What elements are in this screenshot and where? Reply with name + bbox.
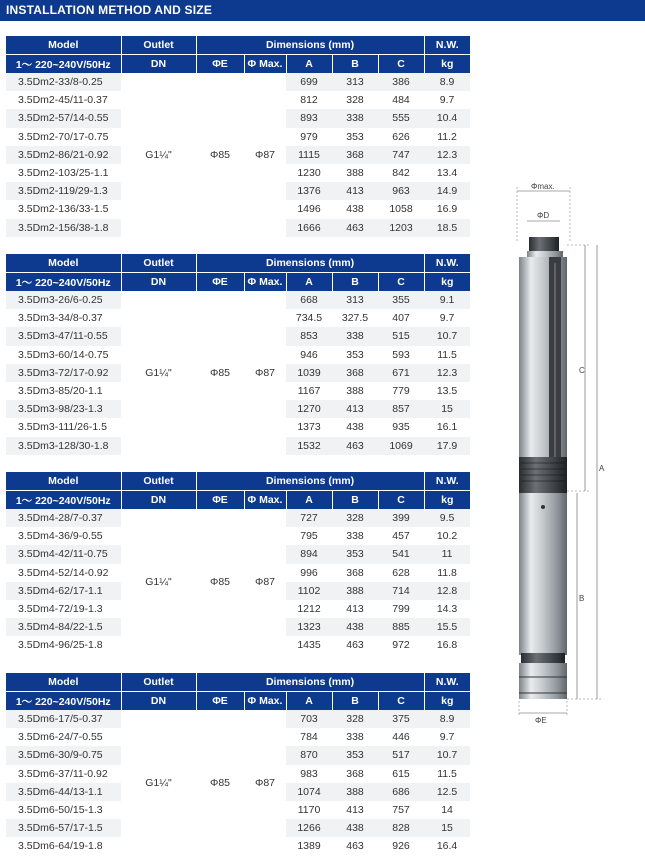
cell-a: 1170: [297, 804, 321, 817]
cell-c: 628: [392, 566, 410, 579]
header-a: A: [286, 692, 332, 711]
cell-c: 671: [378, 364, 424, 382]
cell-kg: 11.5: [437, 348, 457, 361]
header-outlet: Outlet: [121, 472, 196, 491]
cell-c: 972: [392, 639, 410, 652]
table-row: [6, 73, 470, 91]
header-voltage: 1～ 220~240V/50Hz: [6, 491, 121, 510]
header-model: Model: [6, 472, 121, 491]
cell-c: 963: [378, 182, 424, 200]
cell-model: 3.5Dm4-72/19-1.3: [18, 603, 103, 616]
cell-kg: 11: [424, 545, 470, 563]
header-a: A: [286, 273, 332, 292]
cell-c: 779: [392, 385, 410, 398]
cell-kg: 16.9: [436, 203, 458, 216]
header-nw: N.W.: [424, 472, 470, 491]
cell-b: 463: [332, 437, 378, 455]
cell-model: 3.5Dm4-36/9-0.55: [18, 530, 103, 543]
header-a: A: [286, 491, 332, 510]
header-outlet: Outlet: [121, 254, 196, 273]
cell-model: 3.5Dm6-17/5-0.37: [6, 710, 121, 728]
cell-kg: 11.5: [437, 767, 457, 780]
cell-kg: 13.4: [436, 167, 458, 180]
header-phi-max: Φ Max.: [244, 491, 286, 510]
cell-c: 517: [378, 746, 424, 764]
header-b: B: [332, 55, 378, 74]
cell-model: 3.5Dm2-103/25-1.1: [18, 167, 109, 180]
header-dn: DN: [121, 692, 196, 711]
pump-diagram: [505, 183, 625, 723]
cell-b: 313: [332, 73, 378, 91]
page-title: INSTALLATION METHOD AND SIZE: [0, 0, 645, 21]
header-kg: kg: [424, 55, 470, 74]
cell-a: 734.5: [295, 312, 323, 325]
dimension-c-label: C: [579, 366, 585, 375]
cell-a: 1532: [286, 437, 332, 455]
header-phi-e: ΦE: [196, 491, 244, 510]
table-row: [6, 291, 470, 309]
cell-a: 1102: [286, 582, 332, 600]
cell-a: 1230: [297, 167, 321, 180]
cell-a: 1376: [286, 182, 332, 200]
cell-outlet: G1¼": [121, 509, 196, 655]
cell-c: 842: [392, 167, 410, 180]
cell-a: 1496: [297, 203, 321, 216]
cell-c: 1058: [389, 203, 413, 216]
cell-c: 935: [392, 421, 410, 434]
header-b: B: [332, 273, 378, 292]
header-c: C: [378, 55, 424, 74]
cell-kg: 14.9: [424, 182, 470, 200]
cell-phi-max: Φ87: [244, 73, 286, 237]
header-kg: kg: [424, 273, 470, 292]
header-outlet: Outlet: [121, 673, 196, 692]
header-phi-e: ΦE: [196, 273, 244, 292]
cell-b: 413: [346, 603, 364, 616]
dimension-b-label: B: [579, 594, 585, 603]
cell-b: 353: [346, 130, 364, 143]
cell-kg: 10.7: [424, 327, 470, 345]
cell-b: 438: [346, 421, 364, 434]
cell-c: 399: [378, 509, 424, 527]
cell-c: 926: [392, 840, 410, 853]
table-row: [6, 509, 470, 527]
phi-max-label: Φmax.: [531, 183, 555, 191]
cell-b: 328: [332, 710, 378, 728]
cell-b: 413: [346, 804, 364, 817]
header-outlet: Outlet: [121, 36, 196, 55]
cell-model: 3.5Dm2-70/17-0.75: [18, 130, 109, 143]
cell-model: 3.5Dm4-28/7-0.37: [6, 509, 121, 527]
cell-b: 353: [346, 348, 364, 361]
cell-phi-max: Φ87: [244, 291, 286, 455]
cell-b: 368: [332, 364, 378, 382]
cell-kg: 10.7: [424, 746, 470, 764]
header-phi-e: ΦE: [196, 55, 244, 74]
cell-c: 615: [392, 767, 410, 780]
cell-a: 784: [300, 731, 318, 744]
cell-a: 979: [300, 130, 318, 143]
cell-b: 338: [332, 109, 378, 127]
cell-model: 3.5Dm3-47/11-0.55: [6, 327, 121, 345]
spec-table: [6, 472, 470, 655]
cell-b: 413: [332, 182, 378, 200]
cell-phi-e: Φ85: [196, 509, 244, 655]
cell-a: 1039: [286, 364, 332, 382]
header-dimensions: Dimensions (mm): [196, 254, 424, 273]
cell-b: 313: [332, 291, 378, 309]
cell-model: 3.5Dm3-34/8-0.37: [18, 312, 103, 325]
cell-c: 885: [378, 618, 424, 636]
cell-model: 3.5Dm3-128/30-1.8: [6, 437, 121, 455]
cell-a: 893: [286, 109, 332, 127]
cell-outlet: G1¼": [121, 73, 196, 237]
cell-c: 541: [378, 545, 424, 563]
cell-c: 386: [378, 73, 424, 91]
header-dn: DN: [121, 273, 196, 292]
cell-kg: 9.7: [439, 731, 455, 744]
cell-b: 463: [346, 840, 364, 853]
cell-b: 463: [332, 219, 378, 237]
cell-kg: 11.2: [437, 130, 457, 143]
cell-kg: 17.9: [424, 437, 470, 455]
cell-model: 3.5Dm6-64/19-1.8: [18, 840, 103, 853]
cell-kg: 12.3: [424, 364, 470, 382]
cell-model: 3.5Dm3-98/23-1.3: [6, 400, 121, 418]
cell-a: 1266: [286, 819, 332, 837]
cell-c: 799: [392, 603, 410, 616]
header-dimensions: Dimensions (mm): [196, 472, 424, 491]
cell-kg: 18.5: [424, 219, 470, 237]
cell-a: 894: [286, 545, 332, 563]
spec-table: [6, 254, 470, 455]
cell-b: 438: [332, 819, 378, 837]
cell-b: 353: [332, 746, 378, 764]
cell-kg: 9.7: [439, 312, 455, 325]
pump-outlet: [529, 237, 559, 251]
cell-c: 686: [378, 783, 424, 801]
cell-c: 1069: [378, 437, 424, 455]
cell-b: 368: [346, 767, 364, 780]
cell-model: 3.5Dm6-57/17-1.5: [6, 819, 121, 837]
cell-b: 368: [332, 146, 378, 164]
cell-c: 355: [378, 291, 424, 309]
cell-c: 828: [378, 819, 424, 837]
cell-c: 747: [378, 146, 424, 164]
header-model: Model: [6, 254, 121, 273]
cell-model: 3.5Dm6-24/7-0.55: [18, 731, 103, 744]
cell-phi-e: Φ85: [196, 73, 244, 237]
header-kg: kg: [424, 491, 470, 510]
cell-c: 446: [392, 731, 410, 744]
cell-b: 328: [346, 94, 364, 107]
cell-a: 699: [286, 73, 332, 91]
cell-kg: 11.8: [437, 566, 457, 579]
cell-b: 413: [332, 400, 378, 418]
header-b: B: [332, 692, 378, 711]
pump-motor: [519, 493, 567, 655]
cell-a: 812: [300, 94, 318, 107]
cell-model: 3.5Dm3-60/14-0.75: [18, 348, 109, 361]
cell-c: 714: [378, 582, 424, 600]
cell-model: 3.5Dm6-37/11-0.92: [18, 767, 108, 780]
cell-a: 668: [286, 291, 332, 309]
cell-outlet: G1¼": [121, 710, 196, 856]
cell-model: 3.5Dm6-30/9-0.75: [6, 746, 121, 764]
cell-model: 3.5Dm2-86/21-0.92: [6, 146, 121, 164]
cell-model: 3.5Dm3-26/6-0.25: [6, 291, 121, 309]
cell-a: 1666: [286, 219, 332, 237]
cell-a: 1373: [297, 421, 321, 434]
spec-table: [6, 36, 470, 237]
cell-kg: 15: [424, 819, 470, 837]
cell-model: 3.5Dm4-96/25-1.8: [18, 639, 103, 652]
cell-model: 3.5Dm2-156/38-1.8: [6, 219, 121, 237]
header-phi-e: ΦE: [196, 692, 244, 711]
motor-base: [519, 663, 567, 699]
cell-b: 388: [332, 783, 378, 801]
cell-phi-max: Φ87: [244, 710, 286, 856]
cell-model: 3.5Dm4-52/14-0.92: [18, 566, 109, 579]
cell-c: 593: [392, 348, 410, 361]
cell-kg: 15: [424, 400, 470, 418]
cell-model: 3.5Dm2-33/8-0.25: [6, 73, 121, 91]
cell-model: 3.5Dm3-111/26-1.5: [18, 421, 107, 434]
cell-c: 407: [392, 312, 410, 325]
header-voltage: 1～ 220~240V/50Hz: [6, 692, 121, 711]
cell-kg: 16.1: [436, 421, 458, 434]
cell-model: 3.5Dm6-50/15-1.3: [18, 804, 103, 817]
cell-c: 515: [378, 327, 424, 345]
cell-c: 457: [392, 530, 410, 543]
cell-b: 368: [346, 566, 364, 579]
header-nw: N.W.: [424, 254, 470, 273]
header-kg: kg: [424, 692, 470, 711]
cell-a: 1435: [297, 639, 321, 652]
cell-b: 463: [346, 639, 364, 652]
cell-kg: 12.3: [424, 146, 470, 164]
cell-model: 3.5Dm3-85/20-1.1: [18, 385, 103, 398]
cell-phi-e: Φ85: [196, 291, 244, 455]
cell-model: 3.5Dm4-84/22-1.5: [6, 618, 121, 636]
cell-kg: 8.9: [424, 710, 470, 728]
cell-a: 870: [286, 746, 332, 764]
cell-a: 996: [300, 566, 318, 579]
cell-phi-e: Φ85: [196, 710, 244, 856]
header-c: C: [378, 273, 424, 292]
header-voltage: 1～ 220~240V/50Hz: [6, 273, 121, 292]
cell-kg: 16.8: [436, 639, 458, 652]
header-nw: N.W.: [424, 673, 470, 692]
cell-kg: 12.8: [424, 582, 470, 600]
cell-model: 3.5Dm3-72/17-0.92: [6, 364, 121, 382]
cell-a: 853: [286, 327, 332, 345]
cell-a: 1389: [297, 840, 321, 853]
cell-b: 338: [346, 731, 364, 744]
cell-b: 328: [332, 509, 378, 527]
header-c: C: [378, 491, 424, 510]
cell-a: 795: [300, 530, 318, 543]
cell-a: 1323: [286, 618, 332, 636]
cell-model: 3.5Dm2-119/29-1.3: [6, 182, 121, 200]
header-c: C: [378, 692, 424, 711]
header-phi-max: Φ Max.: [244, 273, 286, 292]
header-phi-max: Φ Max.: [244, 692, 286, 711]
header-a: A: [286, 55, 332, 74]
cell-b: 388: [346, 167, 364, 180]
cell-a: 703: [286, 710, 332, 728]
cell-kg: 12.5: [424, 783, 470, 801]
cell-b: 327.5: [341, 312, 369, 325]
cell-c: 375: [378, 710, 424, 728]
cell-model: 3.5Dm2-45/11-0.37: [18, 94, 108, 107]
cell-kg: 9.7: [439, 94, 455, 107]
cell-b: 338: [332, 327, 378, 345]
table-row: [6, 710, 470, 728]
header-nw: N.W.: [424, 36, 470, 55]
cell-kg: 10.2: [436, 530, 458, 543]
cell-kg: 9.1: [424, 291, 470, 309]
header-model: Model: [6, 36, 121, 55]
spec-table: [6, 673, 470, 856]
cell-a: 1115: [286, 146, 332, 164]
cell-a: 983: [300, 767, 318, 780]
cell-kg: 8.9: [424, 73, 470, 91]
phi-e-label: ΦE: [535, 716, 547, 723]
cell-c: 555: [378, 109, 424, 127]
cell-model: 3.5Dm6-44/13-1.1: [6, 783, 121, 801]
header-voltage: 1～ 220~240V/50Hz: [6, 55, 121, 74]
cell-c: 757: [392, 804, 410, 817]
cell-a: 946: [300, 348, 318, 361]
cell-kg: 9.5: [424, 509, 470, 527]
cell-c: 1203: [378, 219, 424, 237]
header-dn: DN: [121, 491, 196, 510]
cell-a: 1212: [297, 603, 321, 616]
header-dn: DN: [121, 55, 196, 74]
cell-b: 353: [332, 545, 378, 563]
cell-model: 3.5Dm2-136/33-1.5: [18, 203, 109, 216]
cell-kg: 10.4: [424, 109, 470, 127]
cell-outlet: G1¼": [121, 291, 196, 455]
header-model: Model: [6, 673, 121, 692]
cell-kg: 14: [441, 804, 453, 817]
cell-kg: 14.3: [436, 603, 458, 616]
cell-b: 438: [346, 203, 364, 216]
header-dimensions: Dimensions (mm): [196, 673, 424, 692]
cell-b: 338: [346, 530, 364, 543]
header-b: B: [332, 491, 378, 510]
header-phi-max: Φ Max.: [244, 55, 286, 74]
cell-c: 484: [392, 94, 410, 107]
cell-a: 1074: [286, 783, 332, 801]
cell-c: 857: [378, 400, 424, 418]
cell-kg: 16.4: [436, 840, 458, 853]
cell-model: 3.5Dm4-62/17-1.1: [6, 582, 121, 600]
cell-b: 438: [332, 618, 378, 636]
cell-model: 3.5Dm2-57/14-0.55: [6, 109, 121, 127]
cell-a: 727: [286, 509, 332, 527]
cell-b: 388: [332, 582, 378, 600]
cell-phi-max: Φ87: [244, 509, 286, 655]
dimension-a-label: A: [599, 464, 605, 473]
cell-a: 1270: [286, 400, 332, 418]
cell-b: 388: [346, 385, 364, 398]
phi-d-label: ΦD: [537, 211, 550, 220]
cell-a: 1167: [297, 385, 321, 398]
cell-model: 3.5Dm4-42/11-0.75: [6, 545, 121, 563]
cell-c: 626: [392, 130, 410, 143]
cell-kg: 15.5: [424, 618, 470, 636]
cell-kg: 13.5: [436, 385, 458, 398]
header-dimensions: Dimensions (mm): [196, 36, 424, 55]
